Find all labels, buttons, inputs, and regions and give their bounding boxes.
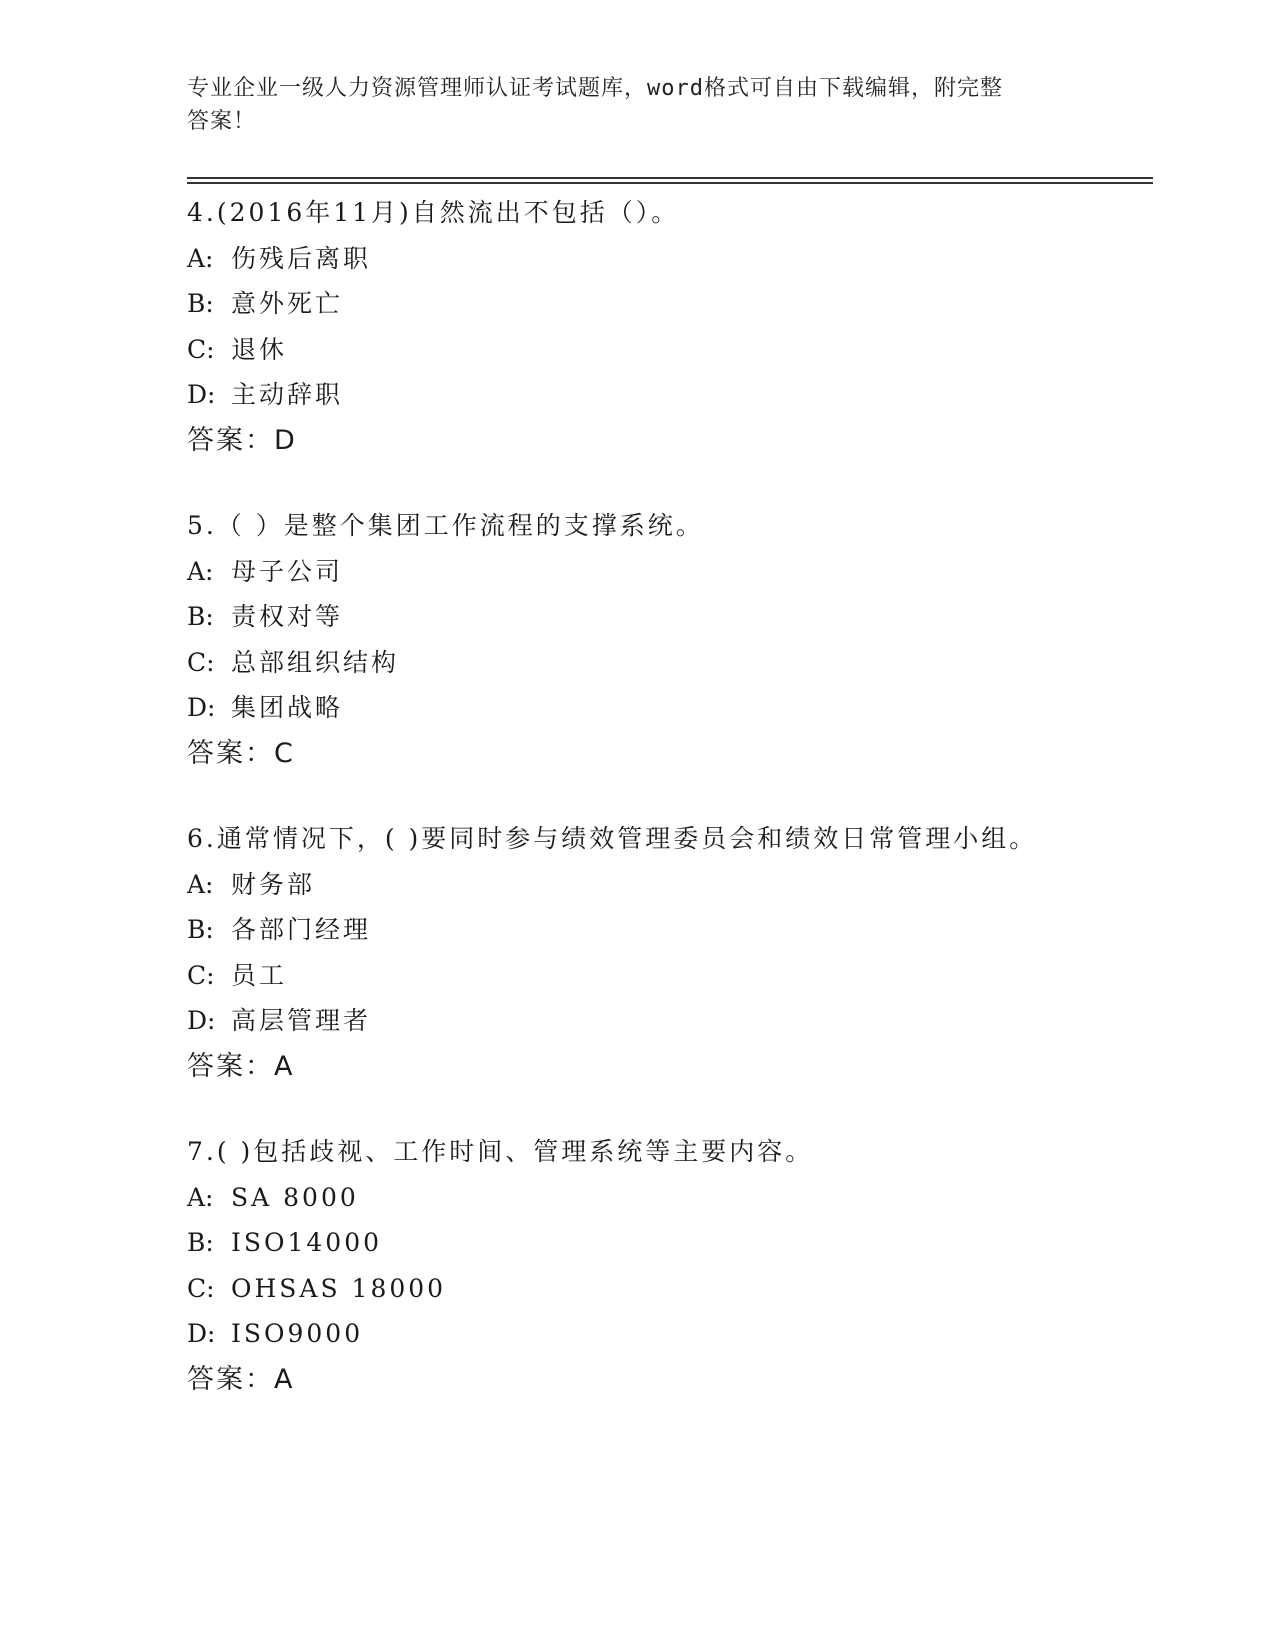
option-key: A:: [187, 869, 214, 899]
option-text: 主动辞职: [231, 380, 344, 409]
header-line-2: 答案！: [187, 109, 257, 134]
document-header: [187, 72, 1067, 138]
option-key: A:: [187, 243, 214, 273]
question-text: 7.( )包括歧视、工作时间、管理系统等主要内容。: [187, 1137, 814, 1166]
answer-line: 答案：C: [187, 737, 295, 769]
answer-line: 答案：A: [187, 1050, 295, 1082]
option-key: B:: [187, 915, 214, 944]
option-d: [187, 998, 1187, 1044]
question-text: 4.(2016年11月)自然流出不包括（）。: [187, 198, 680, 227]
option-b: [187, 1220, 1187, 1266]
option-d: [187, 685, 1187, 731]
option-text: 母子公司: [231, 556, 344, 586]
question-text: 5.（ ）是整个集团工作流程的支撑系统。: [187, 511, 704, 540]
option-text: 责权对等: [231, 602, 344, 631]
option-d: [187, 372, 1187, 418]
answer-line: 答案：D: [187, 424, 297, 456]
option-a: [187, 862, 1187, 908]
header-line-1: 专业企业一级人力资源管理师认证考试题库，word格式可自由下载编辑，附完整: [187, 76, 1003, 101]
option-key: D:: [187, 1006, 216, 1035]
option-text: 集团战略: [231, 693, 344, 722]
option-key: A:: [187, 556, 214, 586]
option-b: [187, 594, 1187, 640]
question-4: [187, 190, 1187, 463]
option-a: [187, 236, 1187, 282]
option-text: 总部组织结构: [231, 647, 400, 677]
option-text: 财务部: [231, 869, 316, 899]
option-key: D:: [187, 1319, 216, 1348]
option-text: 员工: [231, 960, 288, 990]
option-key: D:: [187, 380, 216, 409]
option-key: C:: [187, 334, 215, 364]
option-text: 伤残后离职: [231, 243, 372, 273]
option-text: SA 8000: [231, 1182, 359, 1212]
option-b: [187, 281, 1187, 327]
option-key: C:: [187, 647, 215, 677]
option-b: [187, 907, 1187, 953]
option-text: 退休: [231, 334, 288, 364]
header-divider-top: [187, 177, 1153, 179]
question-text: 6.通常情况下，( )要同时参与绩效管理委员会和绩效日常管理小组。: [187, 824, 1038, 853]
question-list: [187, 190, 1187, 1442]
option-key: B:: [187, 1228, 214, 1257]
header-divider-bottom: [187, 182, 1153, 184]
option-key: B:: [187, 289, 214, 318]
option-d: [187, 1311, 1187, 1357]
option-key: C:: [187, 960, 215, 990]
option-key: C:: [187, 1273, 215, 1303]
question-6: [187, 816, 1187, 1089]
option-text: OHSAS 18000: [231, 1273, 447, 1303]
option-text: 意外死亡: [231, 289, 344, 318]
option-text: ISO14000: [231, 1228, 383, 1257]
option-text: 高层管理者: [231, 1006, 372, 1035]
option-a: [187, 1175, 1187, 1221]
option-text: 各部门经理: [231, 915, 372, 944]
question-5: [187, 503, 1187, 776]
option-key: B:: [187, 602, 214, 631]
option-c: [187, 640, 1187, 686]
option-key: A:: [187, 1182, 214, 1212]
option-key: D:: [187, 693, 216, 722]
answer-line: 答案：A: [187, 1363, 295, 1395]
option-c: [187, 1266, 1187, 1312]
option-c: [187, 953, 1187, 999]
option-c: [187, 327, 1187, 373]
question-7: [187, 1129, 1187, 1402]
option-a: [187, 549, 1187, 595]
option-text: ISO9000: [231, 1319, 364, 1348]
